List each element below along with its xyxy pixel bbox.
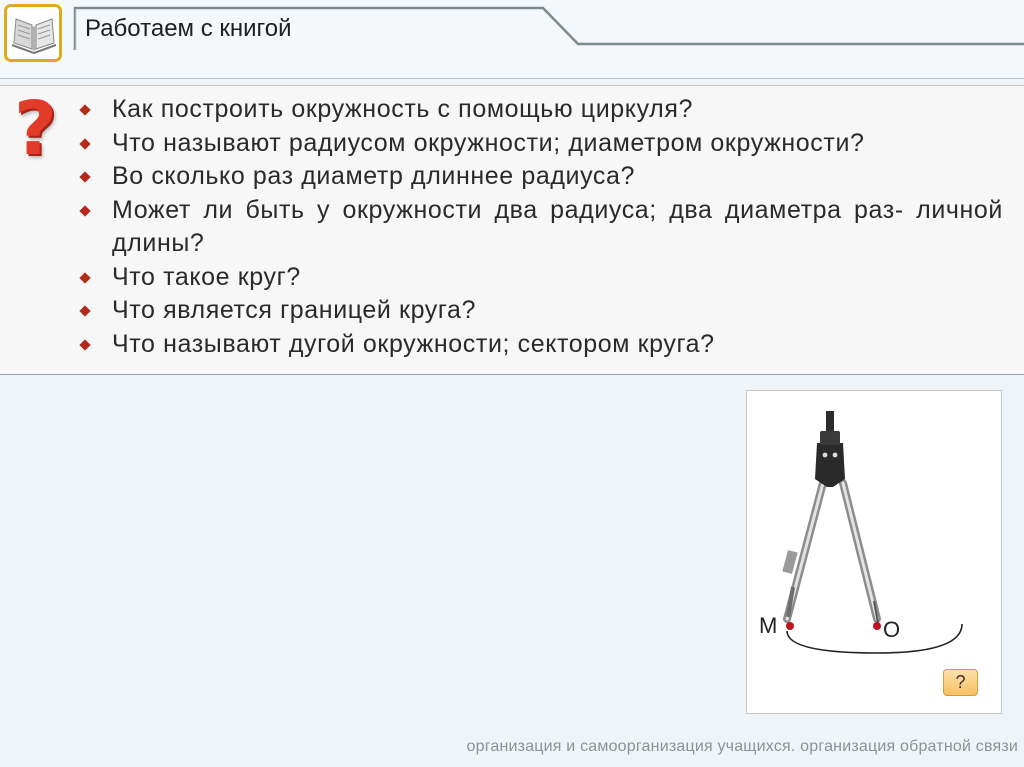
list-item: Что называют радиусом окружности; диаметром окружности? bbox=[78, 127, 1003, 161]
compass-icon bbox=[747, 391, 1003, 715]
bullet-icon bbox=[79, 272, 90, 283]
question-list bbox=[78, 93, 1003, 361]
list-item: Что называют дугой окружности; сектором круга? bbox=[78, 328, 1003, 362]
bullet-icon bbox=[79, 305, 90, 316]
open-book-icon bbox=[4, 4, 62, 62]
list-item: Может ли быть у окружности два радиуса; два диаметра раз- личной длины? bbox=[78, 194, 1003, 261]
point-m bbox=[786, 622, 794, 630]
footer-text: организация и самоорганизация учащихся. организация обратной связи bbox=[466, 738, 1018, 755]
help-button[interactable]: ? bbox=[943, 669, 978, 696]
list-item: Во сколько раз диаметр длиннее радиуса? bbox=[78, 160, 1003, 194]
label-o: О bbox=[883, 617, 901, 642]
bullet-icon bbox=[79, 171, 90, 182]
list-item: Что является границей круга? bbox=[78, 294, 1003, 328]
bullet-icon bbox=[79, 138, 90, 149]
bullet-icon bbox=[79, 104, 90, 115]
bullet-icon bbox=[79, 339, 90, 350]
compass-figure bbox=[746, 390, 1002, 714]
bullet-icon bbox=[79, 205, 90, 216]
point-o bbox=[873, 622, 881, 630]
list-item: Что такое круг? bbox=[78, 261, 1003, 295]
page-title: Работаем с книгой bbox=[85, 15, 292, 42]
question-mark-icon: ? bbox=[14, 86, 57, 172]
list-item: Как построить окружность с помощью циркуля? bbox=[78, 93, 1003, 127]
label-m: М bbox=[759, 613, 778, 638]
